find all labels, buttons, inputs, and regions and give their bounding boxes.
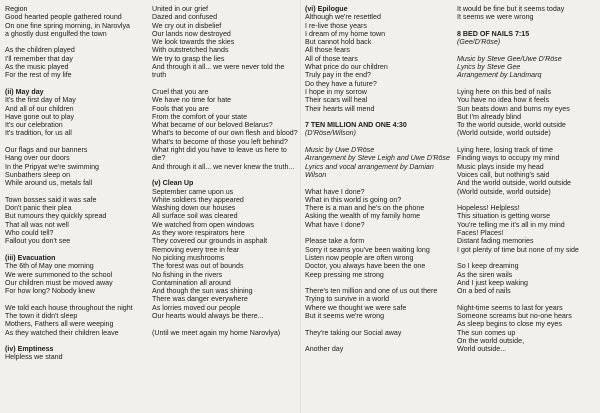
section-heading-clean-up: (v) Clean Up — [152, 179, 194, 188]
lyric-line: What's to become of our own flesh and blood? — [152, 129, 298, 138]
spacer — [152, 80, 300, 88]
lyric-line: We cry out in disbelief — [152, 21, 222, 30]
lyric-line: We look towards the skies — [152, 38, 235, 47]
spacer — [5, 38, 145, 46]
lyric-line: Region — [5, 5, 28, 13]
lyrics-column-1 — [5, 5, 145, 362]
lyric-line: Town bosses said it was safe — [5, 195, 97, 204]
lyric-line: (World outside, world outside) — [457, 187, 551, 196]
lyric-line: Night-time seems to last for years — [457, 303, 563, 312]
lyric-line: No picking mushrooms — [152, 253, 225, 262]
lyric-line: Fools that you are — [152, 104, 209, 113]
lyric-line: But I'm already blind — [457, 112, 522, 121]
lyric-line: There was danger everywhere — [152, 295, 248, 304]
track-8-title: 8 BED OF NAILS 7:15 — [457, 29, 530, 38]
lyric-line: You're telling me it's all in my mind — [457, 220, 565, 229]
lyric-line: While around us, metals fall — [5, 179, 93, 188]
lyric-line: Faces! Places! — [457, 229, 504, 238]
spacer — [5, 80, 145, 88]
lyric-line: And through it all... we were never told the truth — [152, 63, 285, 80]
lyric-line: As they wore respirators here — [152, 229, 245, 238]
lyric-line: No fishing in the rivers — [152, 270, 223, 279]
track-7-composers: (D'Röse/Wilson) — [305, 129, 356, 138]
lyric-line: What price do our children — [305, 63, 388, 72]
lyric-line: For the rest of my life — [5, 71, 72, 80]
lyric-line: Someone screams but no-one hears — [457, 311, 572, 320]
lyric-line: As the music played — [5, 63, 69, 72]
verse-losing — [457, 146, 597, 196]
lyric-line: Have gone out to play — [5, 112, 75, 121]
credit-line: Music by Steve Gee/Uwe D'Röse — [457, 54, 562, 63]
lyric-line: Listen now people are often wrong — [305, 253, 414, 262]
credit-line: Arrangement by Steve Leigh and Uwe D'Röse — [305, 154, 450, 163]
page-fold — [300, 0, 301, 413]
spacer — [5, 246, 145, 254]
section-heading-emptiness: (iv) Emptiness — [5, 345, 54, 354]
lyric-line: This situation is getting worse — [457, 212, 551, 221]
lyric-line: As the siren wails — [457, 270, 513, 279]
lyric-line: We try to grasp the lies — [152, 54, 225, 63]
lyric-line: I re-live those years — [305, 21, 367, 30]
spacer — [305, 113, 455, 121]
lyric-line: But it seems we're wrong — [305, 311, 385, 320]
lyric-line: Their scars will heal — [305, 96, 368, 105]
verse-epilogue — [305, 13, 455, 113]
lyric-line: Do they have a future? — [305, 79, 377, 88]
verse-united — [152, 5, 300, 80]
spacer — [305, 229, 455, 237]
lyric-line: As they watched their children leave — [5, 328, 119, 337]
lyric-line: Who could tell? — [5, 229, 54, 238]
lyric-line: It's our celebration — [5, 121, 63, 130]
lyric-line: We watched from open windows — [152, 220, 254, 229]
lyric-line: Dazed and confused — [152, 13, 218, 22]
lyric-line: What in this world is going on? — [305, 195, 402, 204]
lyric-line: Keep pressing me strong — [305, 270, 384, 279]
lyric-line: As sleep begins to close my eyes — [457, 320, 562, 329]
lyric-line: There's ten million and one of us out there — [305, 287, 438, 296]
verse-night — [457, 304, 597, 354]
lyric-line: And I just keep waking — [457, 278, 528, 287]
track-8-credits — [457, 55, 597, 80]
lyric-line: On a bed of nails — [457, 287, 511, 296]
lyric-line: The town it didn't sleep — [5, 311, 78, 320]
verse-flags — [5, 146, 145, 187]
lyric-line: Sun beats down and burns my eyes — [457, 104, 570, 113]
lyric-line: All surface soil was cleared — [152, 212, 238, 221]
spacer — [152, 320, 300, 328]
lyrics-column-4 — [457, 5, 597, 353]
spacer — [457, 80, 597, 88]
lyric-line: It seems we were wrong — [457, 13, 534, 22]
spacer — [457, 196, 597, 204]
lyric-line: Helpless we stand — [5, 353, 63, 362]
verse-lying — [457, 88, 597, 138]
lyric-line: Cruel that you are — [152, 87, 209, 96]
verse-cruel — [152, 88, 300, 171]
lyric-line: Washing down our houses — [152, 204, 236, 213]
lyric-line: World outside... — [457, 345, 507, 354]
verse-region — [5, 5, 145, 38]
verse-clean-up — [152, 188, 300, 321]
lyric-line: What have I done? — [305, 187, 365, 196]
lyric-line: Another day — [305, 345, 344, 354]
lyric-line: They're taking our Social away — [305, 328, 402, 337]
credit-line: Lyrics and vocal arrangement by Damian Wilson — [305, 162, 434, 179]
spacer — [457, 295, 597, 303]
track-7-title: 7 TEN MILLION AND ONE 4:30 — [305, 121, 407, 130]
lyric-line: Mothers, Fathers all were weeping — [5, 320, 114, 329]
lyric-line: They covered our grounds in asphalt — [152, 237, 268, 246]
lyric-line: Sorry it seams you've been waiting long — [305, 245, 430, 254]
lyric-line: United in our grief — [152, 5, 208, 13]
lyric-line: And though the sun was shining — [152, 287, 253, 296]
verse-may-day — [5, 96, 145, 137]
lyric-line: Our flags and our banners — [5, 146, 88, 155]
spacer — [305, 138, 455, 146]
lyrics-column-3 — [305, 5, 455, 353]
lyric-line: It would be fine but it seems today — [457, 5, 565, 13]
lyric-line: The 6th of May one morning — [5, 262, 94, 271]
lyric-line: And the world outside, world outside — [457, 179, 571, 188]
lyric-line: We have no time for hate — [152, 96, 232, 105]
lyric-line: As the children played — [5, 46, 75, 55]
lyric-line: Good hearted people gathered round — [5, 13, 122, 22]
section-heading-may-day: (ii) May day — [5, 87, 44, 96]
lyric-line: Trying to survive in a world — [305, 295, 390, 304]
lyric-line: For how long? Nobody knew — [5, 287, 95, 296]
lyric-line: We were summoned to the school — [5, 270, 113, 279]
lyric-line: Finding ways to occupy my mind — [457, 154, 560, 163]
verse-hopeless — [457, 204, 597, 254]
lyric-line: What right did you have to leave us here to die? — [152, 146, 287, 163]
lyric-line: And through it all... we never knew the truth... — [152, 162, 295, 171]
lyric-line: As lorries moved our people — [152, 303, 241, 312]
lyric-line: In the Pripyat we're swimming — [5, 162, 99, 171]
lyric-line: So I keep dreaming — [457, 262, 519, 271]
lyric-line: And all of our children — [5, 104, 74, 113]
lyric-line: Lying here on this bed of nails — [457, 87, 551, 96]
spacer — [5, 138, 145, 146]
lyric-line: (World outside, world outside) — [457, 129, 551, 138]
lyrics-column-2 — [152, 5, 300, 337]
lyric-line: All those fears — [305, 46, 350, 55]
lyric-line: What's to become of those you left behind? — [152, 137, 288, 146]
lyric-line: Sunbathers sleep on — [5, 170, 71, 179]
track-7-credits — [305, 146, 455, 179]
lyric-line: But rumours they quickly spread — [5, 212, 107, 221]
spacer — [5, 337, 145, 345]
lyric-line: That all was not well — [5, 220, 69, 229]
lyric-line: We told each house throughout the night — [5, 303, 133, 312]
credit-line: Lyrics by Steve Gee — [457, 63, 521, 72]
lyric-line: To the world outside, world outside — [457, 121, 566, 130]
lyric-line: All of those tears — [305, 54, 358, 63]
lyric-line: Asking the wealth of my family home — [305, 212, 421, 221]
spacer — [305, 320, 455, 328]
lyric-line: White soldiers they appeared — [152, 195, 244, 204]
track-8-composers: (Gee/D'Röse) — [457, 38, 501, 47]
lyric-line: Music plays inside my head — [457, 162, 544, 171]
spacer — [305, 279, 455, 287]
verse-what-have — [305, 188, 455, 229]
verse-dreaming — [457, 262, 597, 295]
lyric-line: Removing every tree in fear — [152, 245, 240, 254]
verse-ten-million — [305, 287, 455, 320]
lyric-line: Our lands now destroyed — [152, 29, 231, 38]
lyric-line: Although we're resettled — [305, 13, 381, 22]
credit-line: Arrangement by Landmarq — [457, 71, 542, 80]
section-heading-epilogue: (vi) Epilogue — [305, 5, 348, 13]
spacer — [152, 171, 300, 179]
lyric-line: Truly pay in the end? — [305, 71, 371, 80]
spacer — [5, 188, 145, 196]
lyric-line: But cannot hold back — [305, 38, 372, 47]
lyric-line: What have I done? — [305, 220, 365, 229]
lyric-line: Our children must be moved away — [5, 278, 113, 287]
credit-line: Music by Uwe D'Röse — [305, 146, 375, 155]
lyric-line: It's tradition, for us all — [5, 129, 72, 138]
spacer — [457, 254, 597, 262]
lyric-line: I hope in my sorrow — [305, 87, 367, 96]
lyric-line: The sun comes up — [457, 328, 516, 337]
lyric-line: Fallout you don't see — [5, 237, 71, 246]
lyric-line: There is a man and he's on the phone — [305, 204, 425, 213]
section-heading-evacuation: (iii) Evacuation — [5, 253, 56, 262]
lyric-line: On the world outside, — [457, 336, 525, 345]
verse-form — [305, 237, 455, 278]
spacer — [457, 22, 597, 30]
lyric-line: I got plenty of time but none of my side — [457, 245, 579, 254]
lyric-line: a ghostly dust engulfed the town — [5, 29, 107, 38]
lyric-line: Our hearts would always be there... — [152, 311, 264, 320]
lyric-line: Don't panic their plea — [5, 204, 72, 213]
lyric-line: Hang over our doors — [5, 154, 70, 163]
lyric-line: I dream of my home town — [305, 29, 386, 38]
lyric-line: It's the first day of May — [5, 96, 76, 105]
verse-bosses — [5, 196, 145, 246]
lyric-line: With outstretched hands — [152, 46, 229, 55]
lyric-line: Contamination all around — [152, 278, 231, 287]
lyric-line: I'll remember that day — [5, 54, 73, 63]
lyric-line: Hopeless! Helpless! — [457, 204, 520, 213]
lyric-line: September came upon us — [152, 187, 234, 196]
lyric-line: Voices call, but nothing's said — [457, 170, 550, 179]
lyric-line: What became of our beloved Belarus? — [152, 121, 273, 130]
spacer — [305, 337, 455, 345]
spacer — [457, 138, 597, 146]
lyric-line: From the comfort of your state — [152, 112, 248, 121]
verse-told — [5, 304, 145, 337]
spacer — [457, 46, 597, 54]
verse-evacuation — [5, 262, 145, 295]
spacer — [5, 295, 145, 303]
verse-fine — [457, 5, 597, 22]
verse-children — [5, 46, 145, 79]
lyric-line: Please take a form — [305, 237, 365, 246]
spacer — [305, 179, 455, 187]
lyric-line: You have no idea how it feels — [457, 96, 550, 105]
lyric-line: (Until we meet again my home Narovlya) — [152, 328, 281, 337]
lyric-line: Their hearts will mend — [305, 104, 375, 113]
lyric-line: Lying here, losing track of time — [457, 146, 553, 155]
lyric-line: The forest was out of bounds — [152, 262, 244, 271]
lyric-line: Where we thought we were safe — [305, 303, 407, 312]
lyric-line: Doctor, you always have been the one — [305, 262, 426, 271]
lyric-line: Distant fading memories — [457, 237, 534, 246]
lyric-line: On one fine spring morning, in Narovlya — [5, 21, 130, 30]
